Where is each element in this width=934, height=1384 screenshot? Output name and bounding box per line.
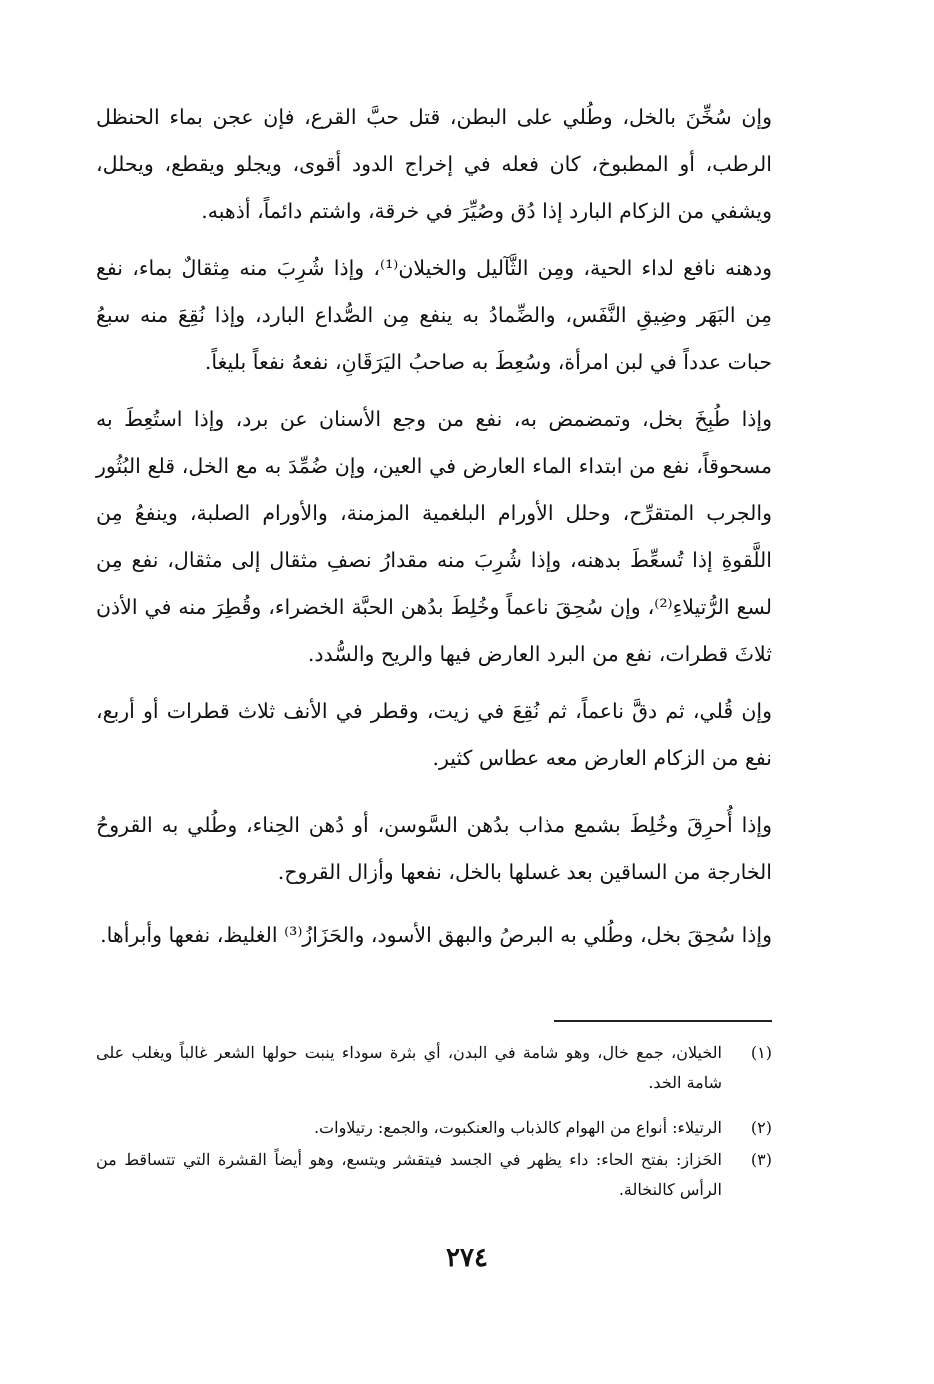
footnote-text: الرتيلاء: أنواع من الهوام كالذباب والعنكبوت، والجمع: رتيلاوات. [313, 1118, 722, 1137]
footnote-text: الحَزاز: بفتح الحاء: داء يظهر في الجسد فيتقشر ويتسع، وهو أيضاً القشرة التي تتساقط من الرأس كالنخالة. [96, 1150, 722, 1199]
paragraph: وإذا سُحِقَ بخل، وطُلي به البرصُ والبهق الأسود، والحَزَازُ⁽³⁾ الغليظ، نفعها وأبرأها. [100, 923, 772, 947]
footnote [96, 1145, 772, 1205]
paragraph: وإذا طُبِخَ بخل، وتمضمض به، نفع من وجع الأسنان عن برد، وإذا استُعِطَ به مسحوقاً، نفع من ابتداء الماء العارض في العين، وإن ضُمِّدَ به مع الخل، قلع البُثُور والجرب المتقرِّح، وحلل الأورام البلغمية المزمنة، والأورام الصلبة، وينفعُ مِن اللَّقوةِ إذا تُسعِّطَ بدهنه، وإذا شُرِبَ منه مقدارُ نصفِ مثقال إلى مثقال، نفع مِن لسع الرُّتيلاءِ⁽²⁾، وإن سُحِقَ ناعماً وخُلِطَ بدُهن الحبَّة الخضراء، وقُطِرَ منه في الأذن ثلاثَ قطرات، نفع من البرد العارض فيها والريح والسُّدد. [96, 407, 772, 666]
footnote-number: (١) [750, 1043, 772, 1062]
page-number: ٢٧٤ [446, 1243, 488, 1273]
footnote-text: الخيلان، جمع خال، وهو شامة في البدن، أي بثرة سوداء ينبت حولها الشعر غالباً ويغلب على شامة الخد. [96, 1043, 722, 1092]
paragraph: وإذا أُحرِقَ وخُلِطَ بشمع مذاب بدُهن السَّوسن، أو دُهن الحِناء، وطُلي به القروحُ الخارجة من الساقين بعد غسلها بالخل، نفعها وأزال القروح. [96, 813, 772, 884]
paragraph: ودهنه نافع لداء الحية، ومِن الثَّآليل والخيلان⁽¹⁾، وإذا شُرِبَ منه مِثقالٌ بماء، نفع مِن البَهَر وضِيقِ النَّفَس، والضِّمادُ به ينفع مِن الصُّداع البارد، وإذا نُقِعَ منه سبعُ حبات عدداً في لبن امرأة، وسُعِطَ به صاحبُ اليَرَقَانِ، نفعهُ نفعاً بليغاً. [96, 256, 773, 374]
paragraph: وإن سُخِّنَ بالخل، وطُلي على البطن، قتل حبَّ القرع، فإن عجن بماء الحنظل الرطب، أو المطبوخ، كان فعله في إخراج الدود أقوى، ويجلو ويقطع، ويحلل، ويشفي من الزكام البارد إذا دُق وصُيِّرَ في خرقة، واشتم دائماً، أذهبه. [96, 105, 772, 223]
paragraph: وإن قُلي، ثم دقَّ ناعماً، ثم نُقِعَ في زيت، وقطر في الأنف ثلاث قطرات أو أربع، نفع من الزكام العارض معه عطاس كثير. [96, 699, 772, 770]
footnote-separator [554, 1020, 772, 1022]
footnote-number: (٣) [750, 1150, 772, 1169]
footnote [96, 1038, 772, 1098]
footnote-number: (٢) [750, 1118, 772, 1137]
footnote [96, 1113, 772, 1143]
